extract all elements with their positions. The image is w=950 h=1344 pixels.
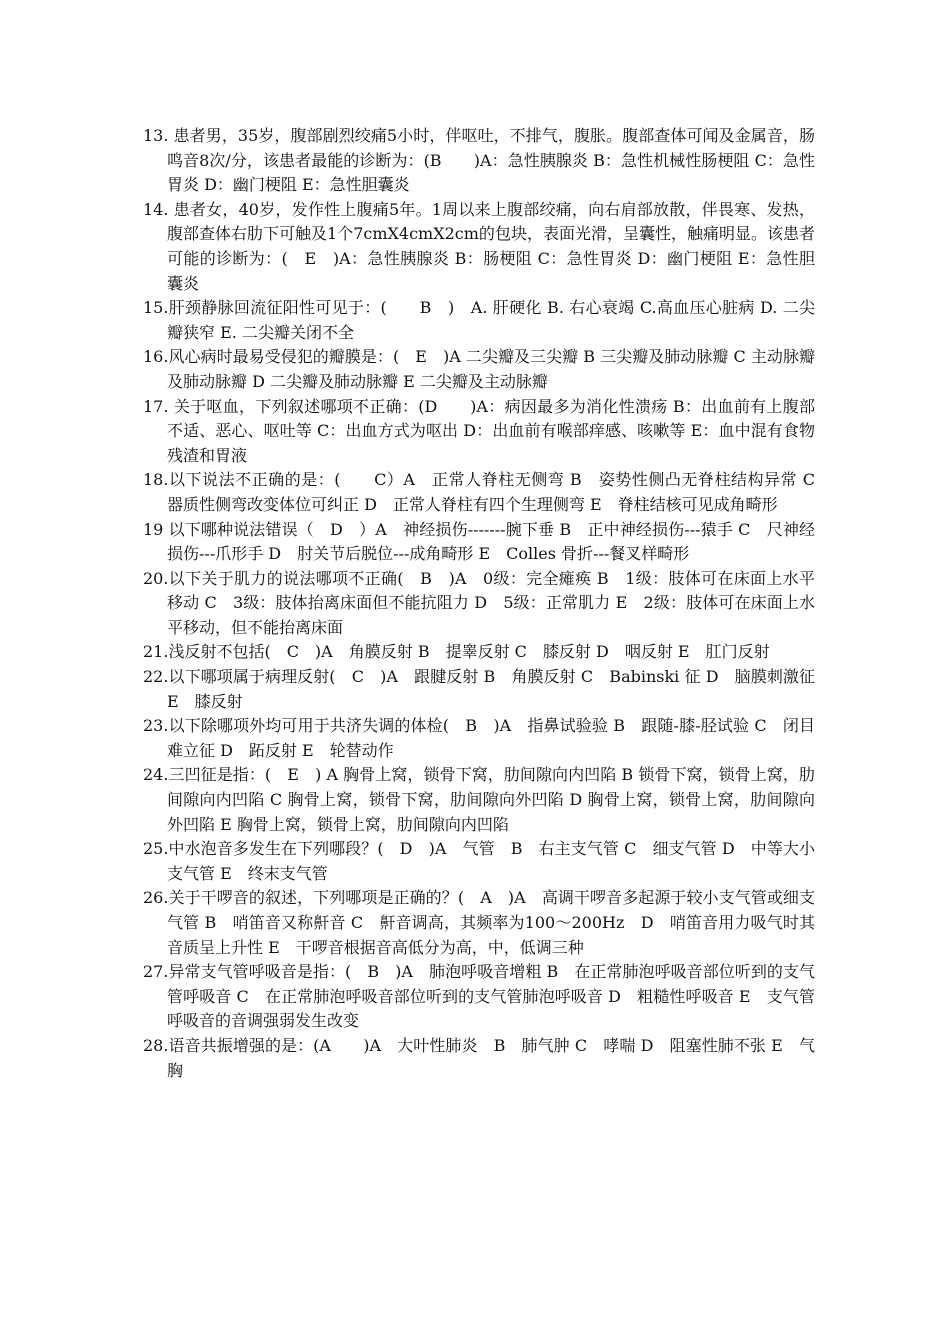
question-13: 13. 患者男，35岁，腹部剧烈绞痛5小时，伴呕吐，不排气，腹胀。腹部查体可闻及金属音，肠鸣音8次/分，该患者最能的诊断为：(B )A：急性胰腺炎 B：急性机械性肠梗阻 C：急性胃炎 D：幽门梗阻 E：急性胆囊炎 [143,126,815,195]
question-21: 21.浅反射不包括( C )A 角膜反射 B 提睾反射 C 膝反射 D 咽反射 E 肛门反射 [143,642,770,662]
question-26: 26.关于干啰音的叙述，下列哪项是正确的？( A )A 高调干啰音多起源于较小支气管或细支气管 B 哨笛音又称鼾音 C 鼾音调高，其频率为100～200Hz D 哨笛音用力吸气时其音质呈上升性 E 干啰音根据音高低分为高，中，低调三种 [143,888,815,957]
question-18: 18.以下说法不正确的是：( C）A 正常人脊柱无侧弯 B 姿势性侧凸无脊柱结构异常 C 器质性侧弯改变体位可纠正 D 正常人脊柱有四个生理侧弯 E 脊柱结核可见成角畸形 [143,470,832,514]
question-22: 22.以下哪项属于病理反射( C )A 跟腱反射 B 角膜反射 C Babinski 征 D 脑膜刺激征 E 膝反射 [143,667,815,711]
question-27: 27.异常支气管呼吸音是指：( B )A 肺泡呼吸音增粗 B 在正常肺泡呼吸音部位听到的支气管呼吸音 C 在正常肺泡呼吸音部位听到的支气管肺泡呼吸音 D 粗糙性呼吸音 E 支气管呼吸音的音调强弱发生改变 [143,962,815,1031]
question-20: 20.以下关于肌力的说法哪项不正确( B )A 0级：完全瘫痪 B 1级：肢体可在床面上水平移动 C 3级：肢体抬离床面但不能抗阻力 D 5级：正常肌力 E 2级：肢体可在床面上水平移动，但不能抬离床面 [143,568,815,637]
question-14: 14. 患者女，40岁，发作性上腹痛5年。1周以来上腹部绞痛，向右肩部放散，伴畏寒、发热，腹部查体右肋下可触及1个7cmX4cmX2cm的包块，表面光滑，呈囊性，触痛明显。该患者可能的诊断为：( E )A：急性胰腺炎 B：肠梗阻 C：急性胃炎 D：幽门梗阻 E：急性胆囊炎 [143,199,815,293]
question-17: 17. 关于呕血，下列叙述哪项不正确：(D )A：病因最多为消化性溃疡 B：出血前有上腹部不适、恶心、呕吐等 C：出血方式为呕出 D：出血前有喉部痒感、咳嗽等 E：血中混有食物残渣和胃液 [143,396,815,465]
question-25: 25.中水泡音多发生在下列哪段？( D )A 气管 B 右主支气管 C 细支气管 D 中等大小支气管 E 终末支气管 [143,839,815,883]
question-28: 28.语音共振增强的是：(A )A 大叶性肺炎 B 肺气肿 C 哮喘 D 阻塞性肺不张 E 气胸 [143,1035,815,1080]
question-23: 23.以下除哪项外均可用于共济失调的体检( B )A 指鼻试验验 B 跟随-膝-胫试验 C 闭目难立征 D 跖反射 E 轮替动作 [143,716,815,760]
question-24: 24.三凹征是指：( E ) A 胸骨上窝，锁骨下窝，肋间隙向内凹陷 B 锁骨下窝，锁骨上窝，肋间隙向内凹陷 C 胸骨上窝，锁骨下窝，肋间隙向外凹陷 D 胸骨上窝，锁骨上窝，肋间隙向外凹陷 E 胸骨上窝，锁骨上窝，肋间隙向内凹陷 [143,765,815,834]
question-19: 19 以下哪种说法错误（ D ）A 神经损伤-------腕下垂 B 正中神经损伤---猿手 C 尺神经损伤---爪形手 D 肘关节后脱位---成角畸形 E Colles 骨折---餐叉样畸形 [143,519,815,564]
question-15: 15.肝颈静脉回流征阳性可见于：( B ) A. 肝硬化 B. 右心衰竭 C.高血压心脏病 D. 二尖瓣狭窄 E. 二尖瓣关闭不全 [143,298,815,342]
question-list [143,124,832,1083]
question-16: 16.风心病时最易受侵犯的瓣膜是：( E )A 二尖瓣及三尖瓣 B 三尖瓣及肺动脉瓣 C 主动脉瓣及肺动脉瓣 D 二尖瓣及肺动脉瓣 E 二尖瓣及主动脉瓣 [143,347,815,391]
